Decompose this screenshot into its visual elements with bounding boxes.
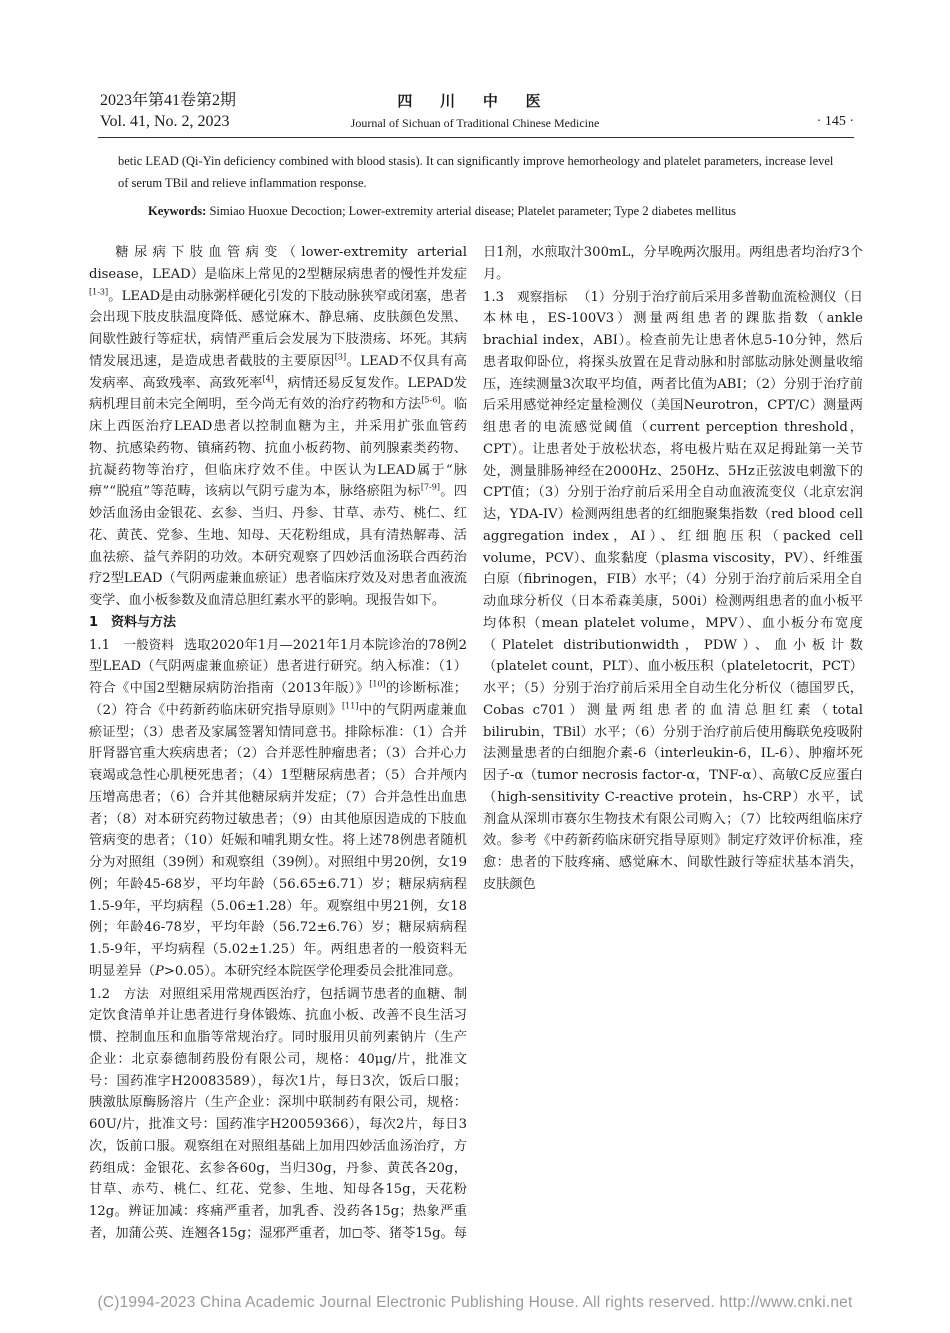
section-number: 1.3 [483,289,504,305]
section-1-2 [89,983,467,1245]
section-1-1-text-c: 中的气阴两虚兼血瘀证型；（3）患者及家属签署知情同意书。排除标准：（1）合并肝肾器官重大疾病患者；（2）合并恶性肿瘤患者；（3）合并心力衰竭或急性心肌梗死患者；（4）1型糖尿病患者；（5）合并颅内压增高患者；（6）合并其他糖尿病并发症；（7）合并急性出血患者；（8）对本研究药物过敏患者；（9）由其他原因造成的下肢血管病变的患者；（10）妊娠和哺乳期女性。将上述78例患者随机分为对照组（39例）和观察组（39例）。对照组中男20例，女19例；年龄45-68岁，平均年龄（56.65±6.71）岁；糖尿病病程1.5-9年，平均病程（5.06±1.28）年。观察组中男21例，女18例；年龄46-78岁，平均年龄（56.72±6.76）岁；糖尿病病程1.5-9年，平均病程（5.02±1.25）年。两组患者的一般资料无明显差异（ [89,702,468,979]
copyright-footer: (C)1994-2023 China Academic Journal Electronic Publishing House. All rights reserved. http://www.cnki.net [97,1294,853,1311]
section-1-2-continued: 日1剂，水煎取汁300mL，分早晚两次服用。两组患者均治疗3个月。 [483,245,863,282]
journal-title-en: Journal of Sichuan of Traditional Chinese Medicine [350,116,600,130]
right-column [483,242,863,896]
abstract-tail [118,150,843,222]
intro-text-5: 。临床上西医治疗LEAD患者以控制血糖为主，并采用扩张血管药物、抗感染药物、镇痛药物、抗血小板药物、前列腺素类药物、抗凝药物等治疗，但临床疗效不佳。中医认为LEAD属于“脉痹”“脱疽”等范畴，该病以气阴亏虚为本，脉络瘀阻为标 [89,397,468,500]
subsection-title: 方法 [123,985,150,1001]
subsection-title: 观察指标 [517,288,568,304]
section-1-1-text-d: >0.05）。本研究经本院医学伦理委员会批准同意。 [163,963,462,979]
intro-text-4: ，病情还易反复发作。LEPAD发病机理目前未完全阐明，至今尚无有效的治疗药物和方法 [89,375,467,413]
journal-title [280,92,670,132]
intro-text-2: 。LEAD是由动脉粥样硬化引发的下肢动脉狭窄或闭塞，患者会出现下肢皮肤温度降低、感觉麻木、静息痛、皮肤颜色发黑、间歇性跛行等症状，病情严重后会发展为下肢溃疡、坏死。其病情发展迅速，是造成患者截肢的主要原因 [89,288,467,369]
section-1-2-text: 对照组采用常规西医治疗，包括调节患者的血糖、制定饮食清单并让患者进行身体锻炼、抗血小板、改善不良生活习惯、控制血压和血脂等常规治疗。同时服用贝前列素钠片（生产企业：北京泰德制药股份有限公司，规格：40μg/片，批准文号：国药准字H20083589），每次1片，每日3次，饭后口服；胰激肽原酶肠溶片（生产企业：深圳中联制药有限公司，规格：60U/片，批准文号：国药准字H20059366），每次2片，每日3次，饭前口服。观察组在对照组基础上加用四妙活血汤治疗，方药组成：金银花、玄参各60g，当归30g，丹参、黄芪各20g，甘草、赤芍、桃仁、红花、党参、生地、知母各15g，天花粉12g。辨证加减：疼痛严重者，加乳香、没药各15g；热象严重者，加蒲公英、连翘各15g；湿邪严重者，加◻苓、猪苓15g。每 [89,986,468,1241]
page-number: · 145 · [816,114,854,129]
keywords-text: Simiao Huoxue Decoction; Lower-extremity arterial disease; Platelet parameter; Type 2 diabetes mellitus [209,204,737,218]
citation-ref: [5-6] [421,395,441,405]
intro-paragraph [89,242,467,612]
section-1-1 [89,634,467,983]
section-number: 1.2 [89,986,110,1002]
section-1-heading: 1 资料与方法 [89,614,177,630]
section-1-1-text-b: 的诊断标准；（2）符合《中药新药临床研究指导原则》 [89,681,467,718]
p-value-symbol: P [154,963,164,979]
citation-ref: [7-9] [420,482,440,492]
section-number: 1.1 [89,637,110,653]
intro-text-1: 糖尿病下肢血管病变（lower-extremity arterial disease，LEAD）是临床上常见的2型糖尿病患者的慢性并发症 [89,245,467,282]
left-column [89,242,467,1245]
section-1-1-text-a: 选取2020年1月—2021年1月本院诊治的78例2型LEAD（气阴两虚兼血瘀证）患者进行研究。纳入标准：（1）符合《中国2型糖尿病防治指南（2013年版）》 [89,637,467,696]
issue-en: Vol. 41, No. 2, 2023 [100,113,230,130]
keywords [118,200,843,222]
citation-ref: [11] [342,701,359,711]
citation-ref: [1-3] [89,287,109,297]
citation-ref: [3] [334,352,347,362]
section-1-3 [483,286,863,896]
section-1-3-text: （1）分别于治疗前后采用多普勒血流检测仪（日本林电，ES-100V3）测量两组患者的踝肱指数（ankle brachial index，ABI）。检查前先让患者休息5-10分钟，然后患者取仰卧位，将探头放置在足背动脉和肘部肱动脉处测量收缩压，连续测量3次取平均值，两者比值为ABI；（2）分别于治疗前后采用感觉神经定量检测仪（美国Neurotron，CPT/C）测量两组患者的电流感觉阈值（current perception threshold，CPT）。让患者处于放松状态，将电极片贴在双足拇趾第一关节处，测量腓肠神经在2000Hz、250Hz、5Hz正弦波电刺激下的CPT值；（3）分别于治疗前后采用全自动血液流变仪（北京宏润达，YDA-IV）检测两组患者的红细胞聚集指数（red blood cell aggregation index，AI）、红细胞压积（packed cell volume，PCV）、血浆黏度（plasma viscosity，PV）、纤维蛋白原（fibrinogen，FIB）水平；（4）分别于治疗前后采用全自动血球分析仪（日本希森美康，500i）检测两组患者的血小板平均体积（mean platelet volume，MPV）、血小板分布宽度（Platelet distributionwidth，PDW）、血小板计数（platelet count，PLT）、血小板压积（plateletocrit，PCT）水平；（5）分别于治疗前后采用全自动生化分析仪（德国罗氏，Cobas c701）测量两组患者的血清总胆红素（total bilirubin，TBil）水平；（6）分别于治疗前后使用酶联免疫吸附法测量患者的白细胞介素-6（interleukin-6，IL-6）、肿瘤坏死因子-α（tumor necrosis factor-α，TNF-α）、高敏C反应蛋白（high-sensitivity C-reactive protein，hs-CRP）水平，试剂盒从深圳市赛尔生物技术有限公司购入；（7）比较两组临床疗效。参考《中药新药临床研究指导原则》制定疗效评价标准，痊愈：患者的下肢疼痛、感觉麻木、间歇性跛行等症状基本消失，皮肤颜色 [483,289,863,892]
journal-title-cn: 四 川 中 医 [397,94,553,110]
abstract-text: betic LEAD (Qi-Yin deficiency combined with blood stasis). It can significantly improve hemorheology and platelet parameters, increase level of serum TBil and relieve inflammation response. [118,154,834,190]
intro-text-6: 。四妙活血汤由金银花、玄参、当归、丹参、甘草、赤芍、桃仁、红花、黄芪、党参、生地、知母、天花粉组成，具有清热解毒、活血祛瘀、益气养阴的功效。本研究观察了四妙活血汤联合西药治疗2型LEAD（气阴两虚兼血瘀证）患者临床疗效及对患者血液流变学、血小板参数及血清总胆红素水平的影响。现报告如下。 [89,484,467,608]
issue-info [100,90,236,132]
citation-ref: [10] [369,679,386,689]
subsection-title: 一般资料 [123,636,175,652]
intro-text-3: 。LEAD不仅具有高发病率、高致残率、高致死率 [89,353,467,391]
keywords-label: Keywords: [148,204,207,218]
citation-ref: [4] [262,374,274,384]
header-rule [98,137,854,138]
issue-cn: 2023年第41卷第2期 [100,92,237,109]
